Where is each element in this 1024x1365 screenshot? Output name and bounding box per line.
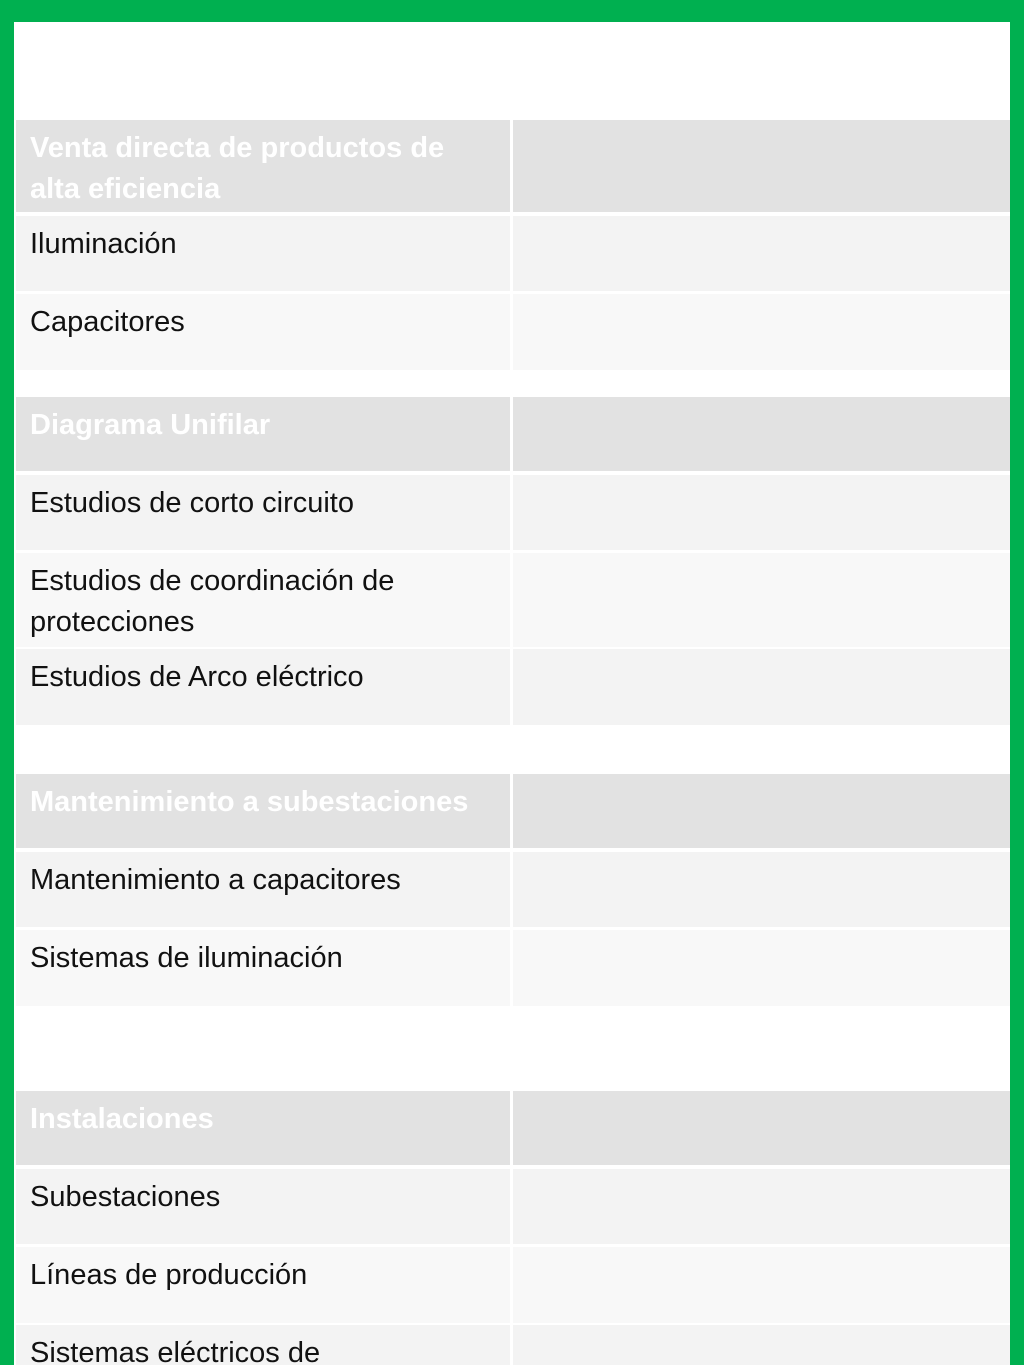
empty-cell — [513, 1169, 1010, 1244]
empty-cell — [513, 852, 1010, 927]
empty-cell — [513, 475, 1010, 550]
empty-cell — [513, 930, 1010, 1006]
empty-cell — [513, 774, 1010, 848]
empty-cell — [513, 649, 1010, 725]
section-header: Diagrama Unifilar — [16, 397, 510, 471]
empty-cell — [513, 294, 1010, 370]
table-row — [16, 294, 1010, 370]
row-label: Estudios de coordinación de protecciones — [16, 553, 510, 647]
empty-cell — [513, 1325, 1010, 1365]
row-label: Mantenimiento a capacitores — [16, 852, 510, 927]
table-row — [16, 852, 1010, 927]
row-label: Sistemas eléctricos de — [16, 1325, 510, 1365]
row-label: Sistemas de iluminación — [16, 930, 510, 1006]
table-row — [16, 475, 1010, 550]
empty-cell — [513, 1247, 1010, 1323]
section-header: Venta directa de productos de alta eficiencia — [16, 120, 510, 212]
empty-cell — [513, 216, 1010, 291]
table-header-row — [16, 1091, 1010, 1165]
empty-cell — [513, 1091, 1010, 1165]
table-header-row — [16, 774, 1010, 848]
row-label: Líneas de producción — [16, 1247, 510, 1323]
table-header-row — [16, 120, 1010, 212]
table-row — [16, 930, 1010, 1006]
table-row — [16, 1169, 1010, 1244]
empty-cell — [513, 397, 1010, 471]
row-label: Capacitores — [16, 294, 510, 370]
empty-cell — [513, 120, 1010, 212]
section-header: Mantenimiento a subestaciones — [16, 774, 510, 848]
row-label: Subestaciones — [16, 1169, 510, 1244]
slide-page — [14, 22, 1010, 1365]
row-label: Estudios de corto circuito — [16, 475, 510, 550]
section-header: Instalaciones — [16, 1091, 510, 1165]
table-row — [16, 1325, 1010, 1365]
table-row — [16, 649, 1010, 725]
row-label: Estudios de Arco eléctrico — [16, 649, 510, 725]
table-row — [16, 216, 1010, 291]
row-label: Iluminación — [16, 216, 510, 291]
empty-cell — [513, 553, 1010, 647]
table-row — [16, 553, 1010, 647]
table-row — [16, 1247, 1010, 1323]
table-header-row — [16, 397, 1010, 471]
